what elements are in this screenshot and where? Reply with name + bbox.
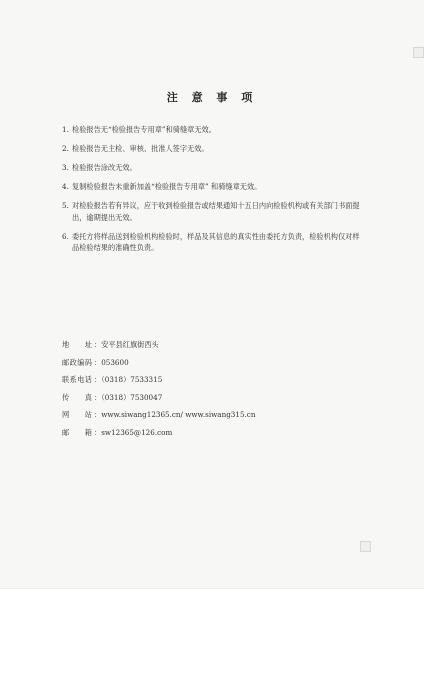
note-item (62, 143, 362, 155)
note-number: 5 . (62, 200, 69, 212)
note-text: 复制检验报告未重新加盖“检验报告专用章” 和骑缝章无效。 (72, 182, 262, 191)
note-number: 3 . (62, 162, 69, 174)
note-text: 委托方将样品送到检验机构检验时，样品及其信息的真实性由委托方负责，检验机构仅对样品检验结果的准确性负责。 (72, 231, 360, 252)
contact-email (62, 427, 362, 438)
contact-label: 邮箱 (62, 427, 92, 437)
contact-label: 地址 (62, 340, 92, 349)
contact-website (62, 409, 362, 420)
note-number: 2 . (62, 143, 69, 155)
contact-value: sw12365@126.com (101, 427, 173, 437)
note-text: 检验报告无“检验报告专用章”和骑缝章无效。 (72, 125, 216, 134)
note-item (62, 181, 362, 193)
note-number: 1 . (62, 124, 69, 136)
scan-mark (413, 47, 424, 58)
note-item (62, 200, 362, 223)
contact-info (62, 339, 362, 444)
contact-value: www.siwang12365.cn/ www.siwang315.cn (101, 410, 256, 419)
note-text: 检验报告涂改无效。 (72, 163, 137, 172)
contact-separator: ： (94, 375, 102, 384)
contact-separator: ： (94, 340, 102, 349)
contact-label: 传真 (62, 392, 92, 402)
contact-separator: ： (94, 410, 102, 419)
contact-fax (62, 392, 362, 403)
page-title: 注 意 事 项 (166, 91, 258, 104)
contact-phone (62, 374, 362, 385)
contact-separator: ： (94, 392, 102, 402)
contact-value: （0318）7530047 (101, 392, 163, 402)
contact-postcode (62, 357, 362, 368)
note-item (62, 162, 362, 174)
contact-separator: ： (94, 427, 102, 437)
contact-value: 安平县红旗街西头 (101, 340, 159, 349)
note-text: 检验报告无主检、审核、批准人签字无效。 (72, 144, 209, 153)
scan-mark (360, 541, 371, 552)
contact-separator: ： (94, 357, 102, 367)
contact-label: 邮政编码 (62, 357, 92, 367)
notes-list (62, 124, 362, 261)
contact-label: 联系电话 (62, 375, 92, 384)
contact-address (62, 339, 362, 350)
contact-value: 053600 (101, 357, 129, 367)
note-item (62, 124, 362, 136)
note-number: 6 . (62, 231, 69, 243)
contact-value: （0318）7533315 (101, 375, 163, 384)
note-number: 4 . (62, 181, 69, 193)
note-text: 对检验报告若有异议，应于收到检验报告或结果通知十五日内向检验机构或有关部门书面提出，逾期提出无效。 (72, 201, 360, 222)
contact-label: 网站 (62, 410, 92, 419)
note-item (62, 231, 362, 254)
